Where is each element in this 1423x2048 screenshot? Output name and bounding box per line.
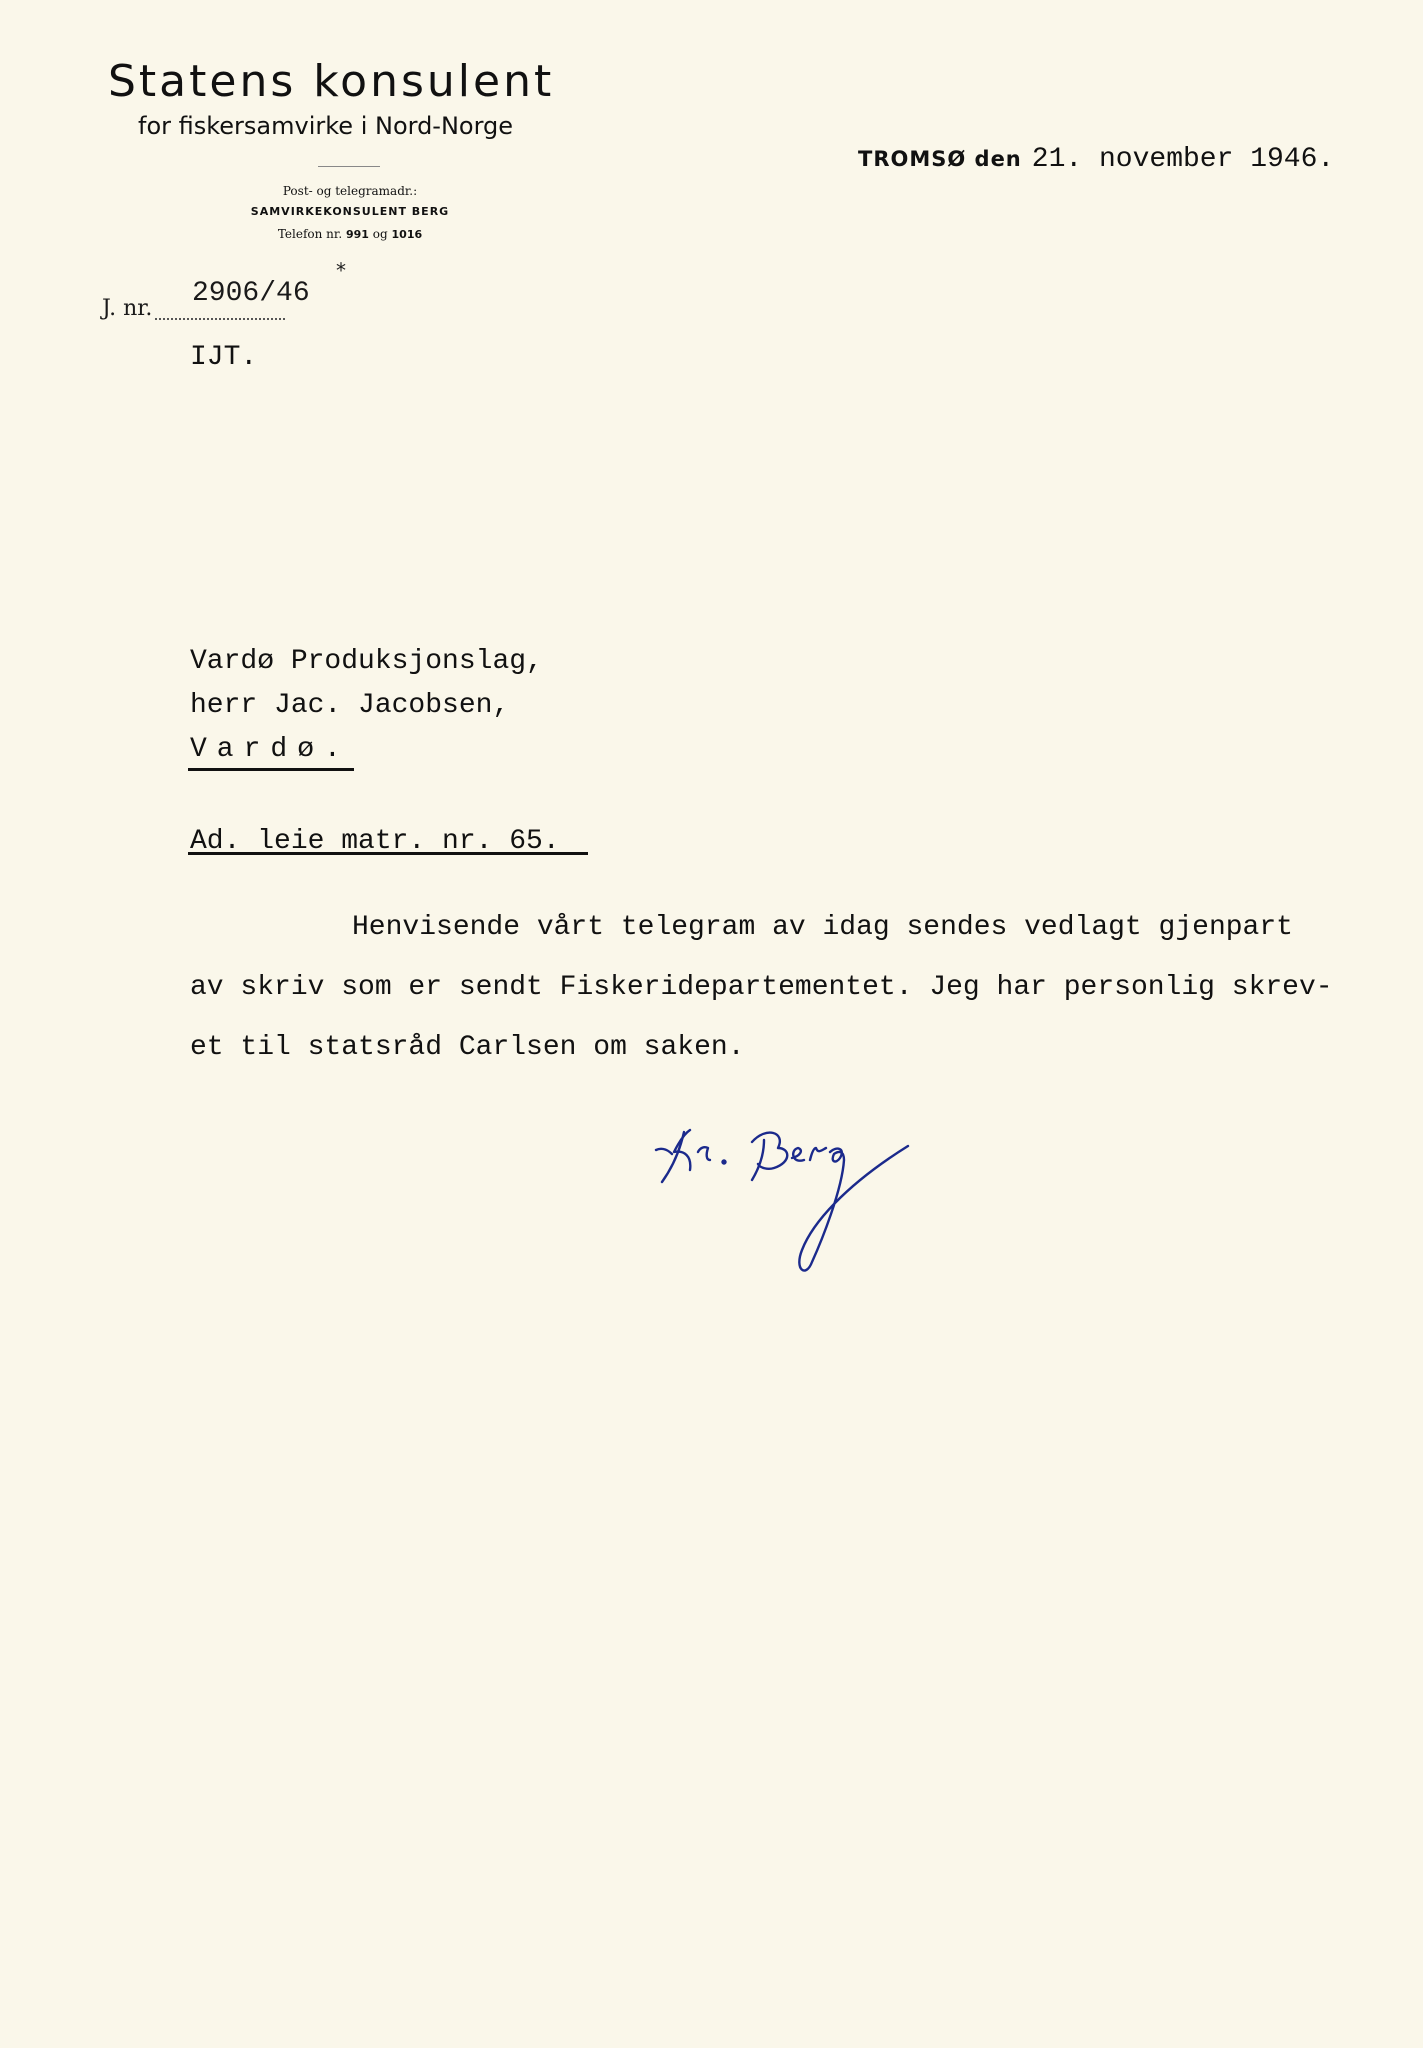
letterhead-telephone <box>200 227 500 241</box>
telephone-label: Telefon nr. <box>277 227 343 241</box>
telephone-number-2: 1016 <box>391 228 423 241</box>
letterhead-star-icon: ⁎ <box>336 252 346 276</box>
handwritten-signature <box>640 1090 940 1290</box>
place-and-date <box>858 144 1334 175</box>
subject-underline <box>188 852 588 855</box>
journal-number-value: 2906/46 <box>192 278 310 309</box>
journal-number-label: J. nr. <box>102 296 153 321</box>
body-line-2: av skriv som er sendt Fiskeridepartementet. Jeg har personlig skrev- <box>190 972 1333 1003</box>
place-label: TROMSØ den <box>858 147 1022 171</box>
letterhead-telegram-address: SAMVIRKEKONSULENT BERG <box>250 205 450 218</box>
journal-number-dotted-line <box>155 318 285 320</box>
recipient-line-1: Vardø Produksjonslag, <box>190 646 543 677</box>
letterhead-post-label: Post- og telegramadr.: <box>282 184 418 198</box>
recipient-underline <box>188 768 354 771</box>
subject-line: Ad. leie matr. nr. 65. <box>190 826 560 857</box>
recipient-line-2: herr Jac. Jacobsen, <box>190 690 510 721</box>
letterhead-divider <box>318 166 380 167</box>
recipient-line-3: Vardø. <box>190 734 351 765</box>
telephone-number-1: 991 <box>345 228 369 241</box>
letterhead-subtitle: for fiskersamvirke i Nord-Norge <box>138 112 514 140</box>
body-line-1: Henvisende vårt telegram av idag sendes vedlagt gjenpart <box>352 912 1293 943</box>
letterhead-title: Statens konsulent <box>108 56 555 107</box>
reference-initials: IJT. <box>190 342 258 373</box>
body-line-3: et til statsråd Carlsen om saken. <box>190 1032 745 1063</box>
telephone-and: og <box>372 227 388 241</box>
letter-date: 21. november 1946. <box>1031 144 1335 175</box>
